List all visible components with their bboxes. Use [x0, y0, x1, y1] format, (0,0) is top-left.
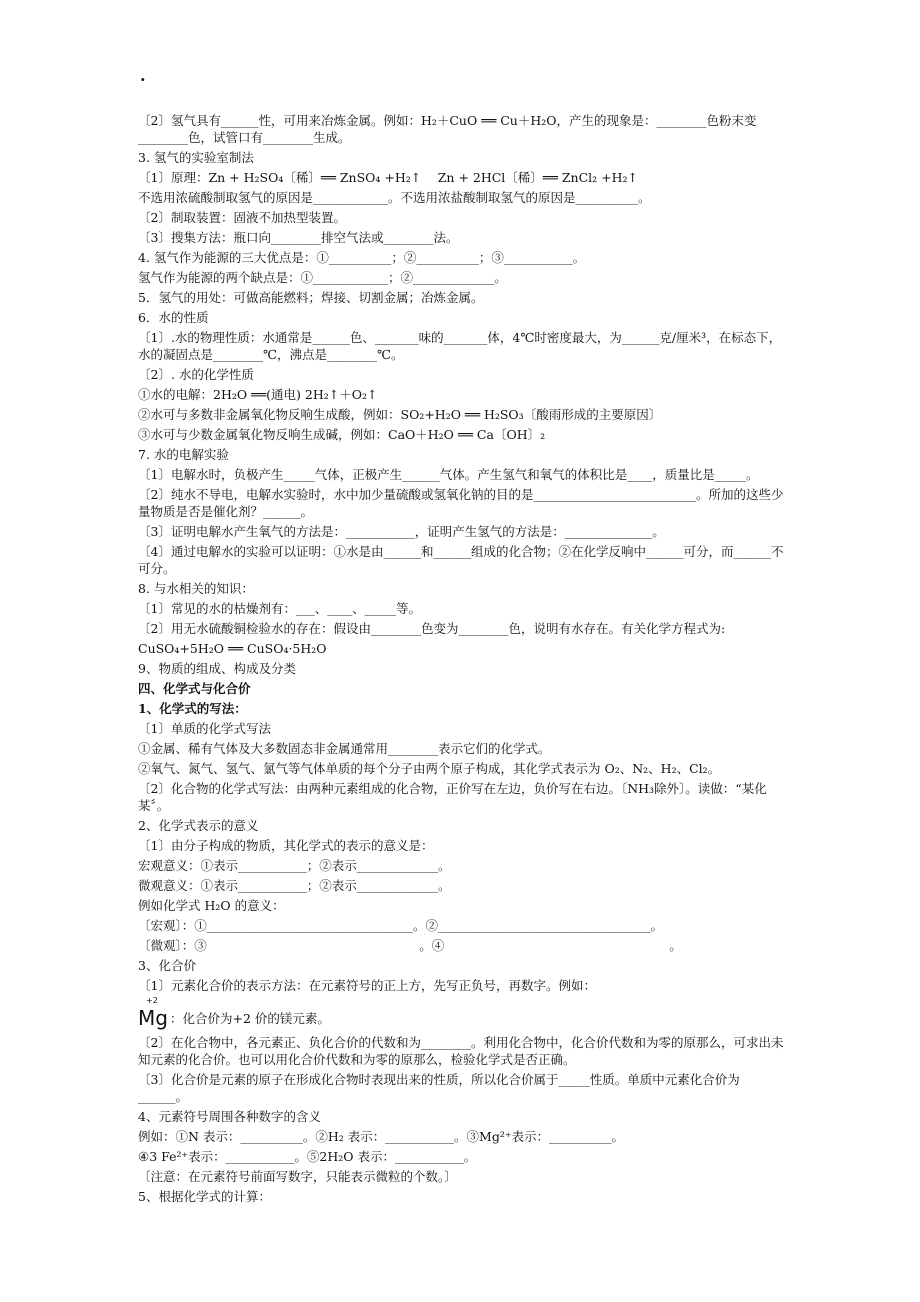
document-body [138, 112, 788, 1208]
text-line: 8. 与水相关的知识： [138, 581, 254, 596]
text-line: ②氧气、氮气、氢气、氯气等气体单质的每个分子由两个原子构成，其化学式表示为 O₂、N₂、H₂、Cl₂。 [138, 761, 721, 776]
text-line: 〔宏观〕：①_________________________________。②__________________________________。 [138, 918, 664, 933]
text-line: 〔2〕化合物的化学式写法：由两种元素组成的化合物，正价写在左边，负价写在右边。〔NH₃除外〕。读做：“某化某〞。 [138, 781, 767, 813]
text-line: CuSO₄+5H₂O ══ CuSO₄·5H₂O [138, 641, 327, 656]
element-symbol-text: Mg [138, 1006, 168, 1030]
text-line: 6．水的性质 [138, 310, 209, 325]
text-line: 〔1〕由分子构成的物质，其化学式的表示的意义是： [138, 838, 434, 853]
text-line: 〔3〕搜集方法：瓶口向________排空气法或________法。 [138, 230, 459, 245]
text-line: 不选用浓硫酸制取氢气的原因是____________。不选用浓盐酸制取氢气的原因是__________。 [138, 190, 651, 205]
text-line: 3、化合价 [138, 958, 196, 973]
text-line: 〔2〕制取装置：固液不加热型装置。 [138, 210, 346, 225]
text-line: 7. 水的电解实验 [138, 447, 229, 462]
text-line: 微观意义：①表示___________；②表示_____________。 [138, 878, 451, 893]
text-line: 〔2〕在化合物中，各元素正、负化合价的代数和为________。利用化合物中，化合价代数和为零的原那么，可求出未知元素的化合价。也可以用化合价代数和为零的原那么，检验化学式是否正确。 [138, 1035, 784, 1067]
text-line: ④3 Fe²⁺表示：___________。⑤2H₂O 表示：___________。 [138, 1149, 477, 1164]
text-block-2 [138, 1034, 788, 1205]
text-line: 〔2〕用无水硫酸铜检验水的存在：假设由________色变为________色，说明有水存在。有关化学方程式为: [138, 621, 726, 636]
text-line: 4. 氢气作为能源的三大优点是：①__________；②__________；③___________。 [138, 250, 586, 265]
text-line: 〔1〕单质的化学式写法 [138, 721, 271, 736]
text-line: 〔1〕电解水时，负极产生_____气体，正极产生______气体。产生氢气和氧气的体积比是____，质量比是_____。 [138, 467, 759, 482]
text-line: 〔4〕通过电解水的实验可以证明：①水是由______和______组成的化合物；②在化学反响中______可分，而______不可分。 [138, 544, 784, 576]
valence-example-text: ：化合价为+2 价的镁元素。 [170, 1011, 330, 1026]
element-symbol [138, 996, 168, 1030]
text-line: 5．氢气的用处：可做高能燃料；焊接、切割金属；冶炼金属。 [138, 290, 484, 305]
text-line: 〔1〕常见的水的枯燥剂有：___、____、_____等。 [138, 601, 421, 616]
text-line: 〔1〕.水的物理性质：水通常是______色、_______味的_______体，4℃时密度最大，为______克/厘米³，在标态下，水的凝固点是________℃，沸点是________℃。 [138, 330, 782, 362]
text-line: ①金属、稀有气体及大多数固态非金属通常用________表示它们的化学式。 [138, 741, 551, 756]
text-line: 〔1〕元素化合价的表示方法：在元素符号的正上方，先写正负号，再数字。例如： [138, 978, 596, 993]
text-line: 例如：①N 表示：__________。②H₂ 表示：___________。③Mg²⁺表示：__________。 [138, 1129, 624, 1144]
header-mark: . [140, 66, 146, 85]
text-line: 氢气作为能源的两个缺点是：①____________；②_____________。 [138, 270, 507, 285]
text-line: 〔1〕原理：Zn + H₂SO₄〔稀〕══ ZnSO₄ +H₂↑ Zn + 2HCl〔稀〕══ ZnCl₂ +H₂↑ [138, 170, 638, 185]
text-line: 4、元素符号周围各种数字的含义 [138, 1109, 321, 1124]
text-line: 〔2〕纯水不导电，电解水实验时，水中加少量硫酸或氢氧化钠的目的是__________________________。所加的这些少量物质是否是催化剂？______。 [138, 487, 784, 519]
text-line: 宏观意义：①表示___________；②表示_____________。 [138, 858, 451, 873]
text-line: 3. 氢气的实验室制法 [138, 150, 254, 165]
text-line: 〔3〕证明电解水产生氧气的方法是：___________，证明产生氢气的方法是：______________。 [138, 524, 665, 539]
text-line: 2、化学式表示的意义 [138, 818, 259, 833]
text-line: 例如化学式 H₂O 的意义： [138, 898, 285, 913]
valence-superscript: +2 [146, 996, 158, 1005]
text-block-1 [138, 112, 788, 994]
text-line: 〔3〕化合价是元素的原子在形成化合物时表现出来的性质，所以化合价属于_____性质。单质中元素化合价为______。 [138, 1072, 740, 1104]
text-line: 〔2〕. 水的化学性质 [138, 367, 254, 382]
text-line: 5、根据化学式的计算： [138, 1189, 271, 1204]
text-line: 〔微观〕：③ 。④ 。 [138, 938, 682, 953]
valence-example [138, 996, 788, 1030]
text-line: 1、化学式的写法： [138, 701, 247, 716]
text-line: ③水可与少数金属氧化物反响生成碱，例如：CaO＋H₂O ══ Ca〔OH〕₂ [138, 427, 546, 442]
text-line: 9、物质的组成、构成及分类 [138, 661, 296, 676]
text-line: 〔注意：在元素符号前面写数字，只能表示微粒的个数。〕 [138, 1169, 457, 1184]
text-line: ①水的电解：2H₂O ══(通电) 2H₂↑＋O₂↑ [138, 387, 378, 402]
text-line: 〔2〕氢气具有______性，可用来冶炼金属。例如：H₂＋CuO ══ Cu＋H₂O，产生的现象是：________色粉末变________色，试管口有________生成。 [138, 113, 757, 145]
text-line: 四、化学式与化合价 [138, 681, 251, 696]
text-line: ②水可与多数非金属氧化物反响生成酸，例如：SO₂+H₂O ══ H₂SO₃〔酸雨形成的主要原因〕 [138, 407, 662, 422]
